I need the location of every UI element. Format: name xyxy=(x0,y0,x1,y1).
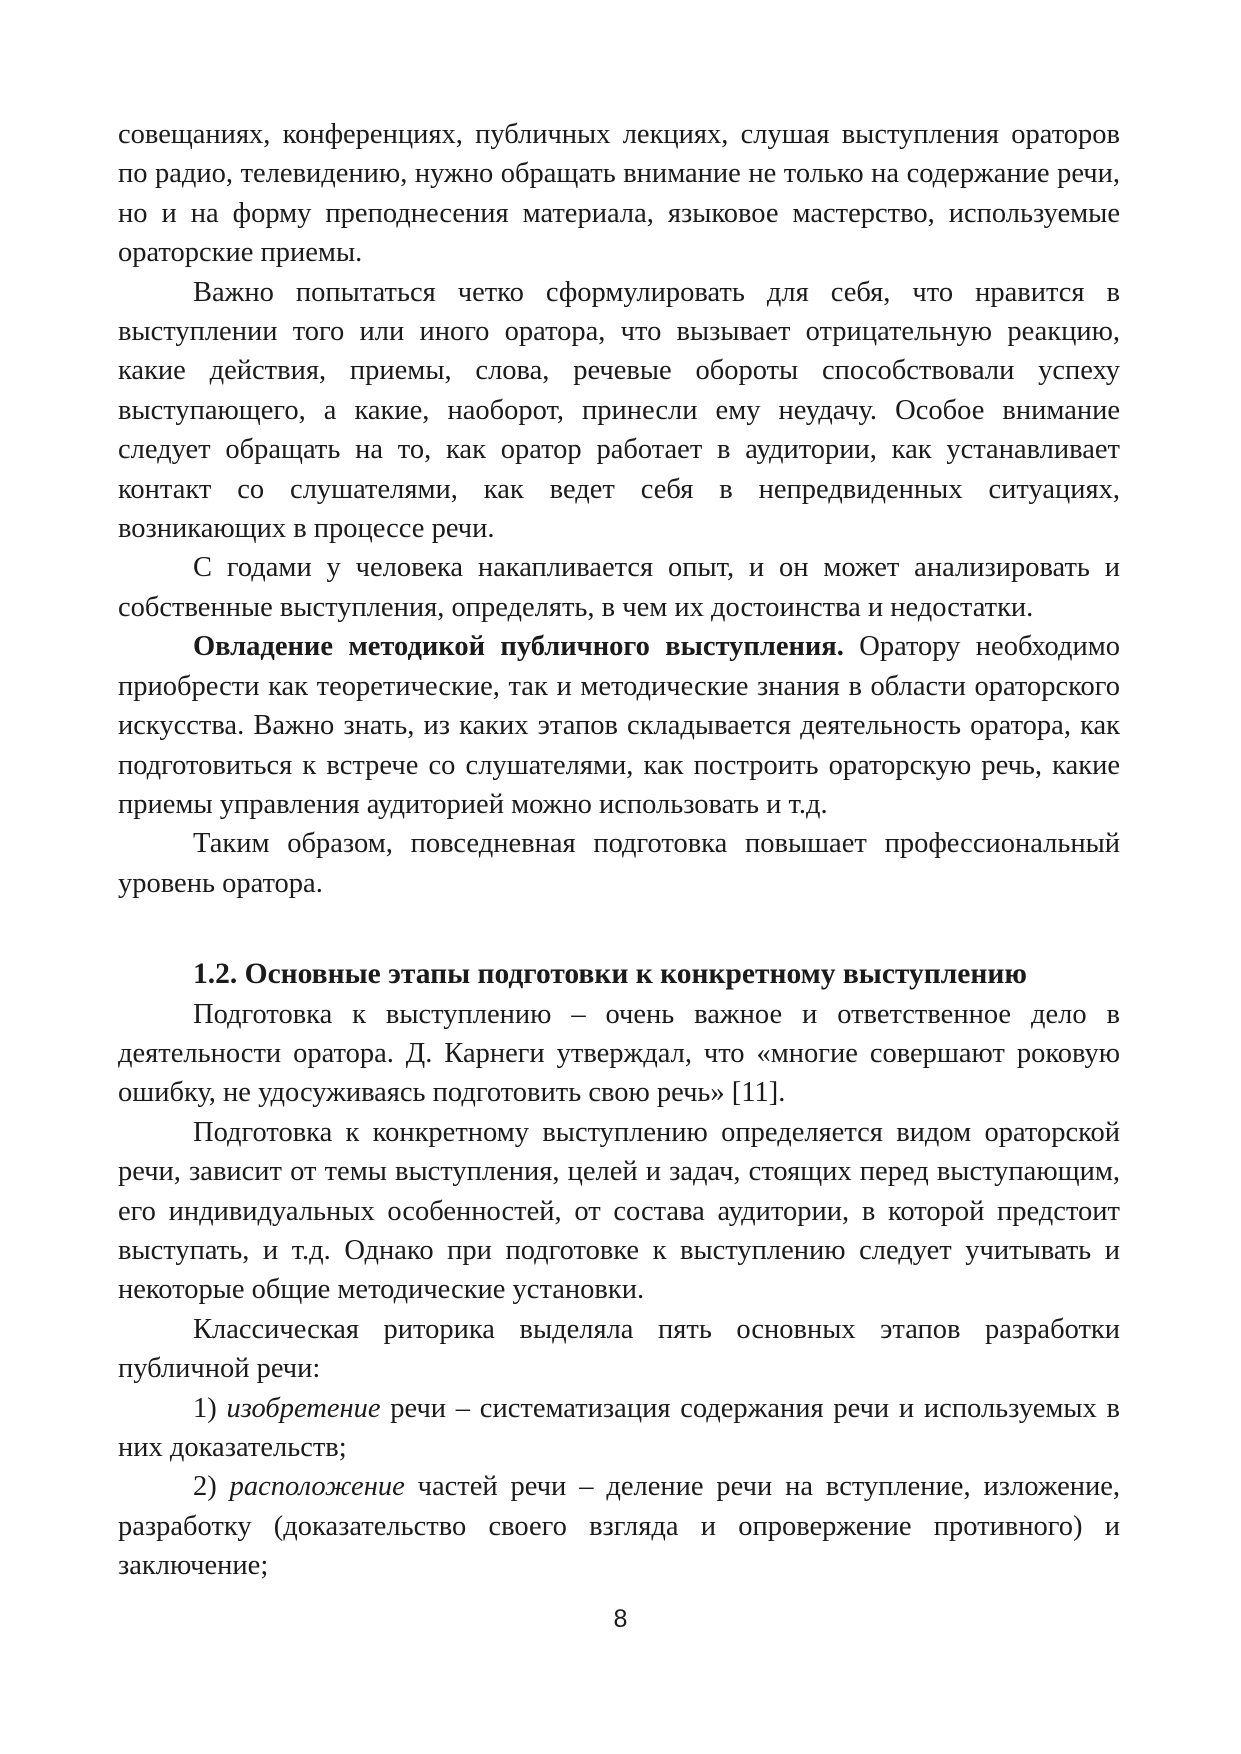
list-item-term: изобретение xyxy=(226,1392,381,1424)
page-number: 8 xyxy=(613,1605,628,1633)
paragraph-lead-bold: Овладение методикой публичного выступления. xyxy=(193,631,844,663)
paragraph: Важно попытаться четко сформулировать для себя, что нравится в выступлении того или иного оратора, что вызывает отрицательную реакцию, какие действия, приемы, слова, речевые обороты способствовали успеху выступающего, а какие, наоборот, принесли ему неудачу. Особое внимание следует обращать на то, как оратор работает в аудитории, как устанавливает контакт со слушателями, как ведет себя в непредвиденных ситуациях, возникающих в процессе речи. xyxy=(118,276,1120,545)
list-item-number: 1) xyxy=(193,1392,217,1424)
paragraph-methodology xyxy=(118,627,1120,824)
paragraph: С годами у человека накапливается опыт, и он может анализировать и собственные выступления, определять, в чем их достоинства и недостатки. xyxy=(118,552,1120,623)
list-item xyxy=(118,1467,1120,1585)
list-item-text: речи – систематизация содержания речи и используемых в них доказательств; xyxy=(118,1392,1120,1463)
list-item xyxy=(118,1389,1120,1468)
opening-paragraph: совещаниях, конференциях, публичных лекциях, слушая выступления ораторов по радио, телевидению, нужно обращать внимание не только на содержание речи, но и на форму преподнесения материала, языковое мастерство, используемые ораторские приемы. xyxy=(118,119,1120,269)
paragraph: Классическая риторика выделяла пять основных этапов разработки публичной речи: xyxy=(118,1313,1120,1385)
list-item-number: 2) xyxy=(193,1471,217,1503)
paragraph: Подготовка к конкретному выступлению определяется видом ораторской речи, зависит от темы выступления, целей и задач, стоящих перед выступающим, его индивидуальных особенностей, от состава аудитории, в которой предстоит выступать, и т.д. Однако при подготовке к выступлению следует учитывать и некоторые общие методические установки. xyxy=(118,1116,1120,1306)
paragraph-text: Оратору необходимо приобрести как теоретические, так и методические знания в области ораторского искусства. Важно знать, из каких этапов складывается деятельность оратора, как подготовиться к встрече со слушателями, как построить ораторскую речь, какие приемы управления аудиторией можно использовать и т.д. xyxy=(118,631,1120,820)
paragraph: Таким образом, повседневная подготовка повышает профессиональный уровень оратора. xyxy=(118,828,1120,899)
list-item-term: расположение xyxy=(229,1471,405,1503)
page-body xyxy=(118,115,1120,1586)
section-heading: 1.2. Основные этапы подготовки к конкретному выступлению xyxy=(193,958,1027,991)
paragraph: Подготовка к выступлению – очень важное и ответственное дело в деятельности оратора. Д. Карнеги утверждал, что «многие совершают роковую ошибку, не удосуживаясь подготовить свою речь» [11]. xyxy=(118,998,1120,1109)
list-item-text: частей речи – деление речи на вступление, изложение, разработку (доказательство своего взгляда и опровержение противного) и заключение; xyxy=(118,1471,1120,1582)
